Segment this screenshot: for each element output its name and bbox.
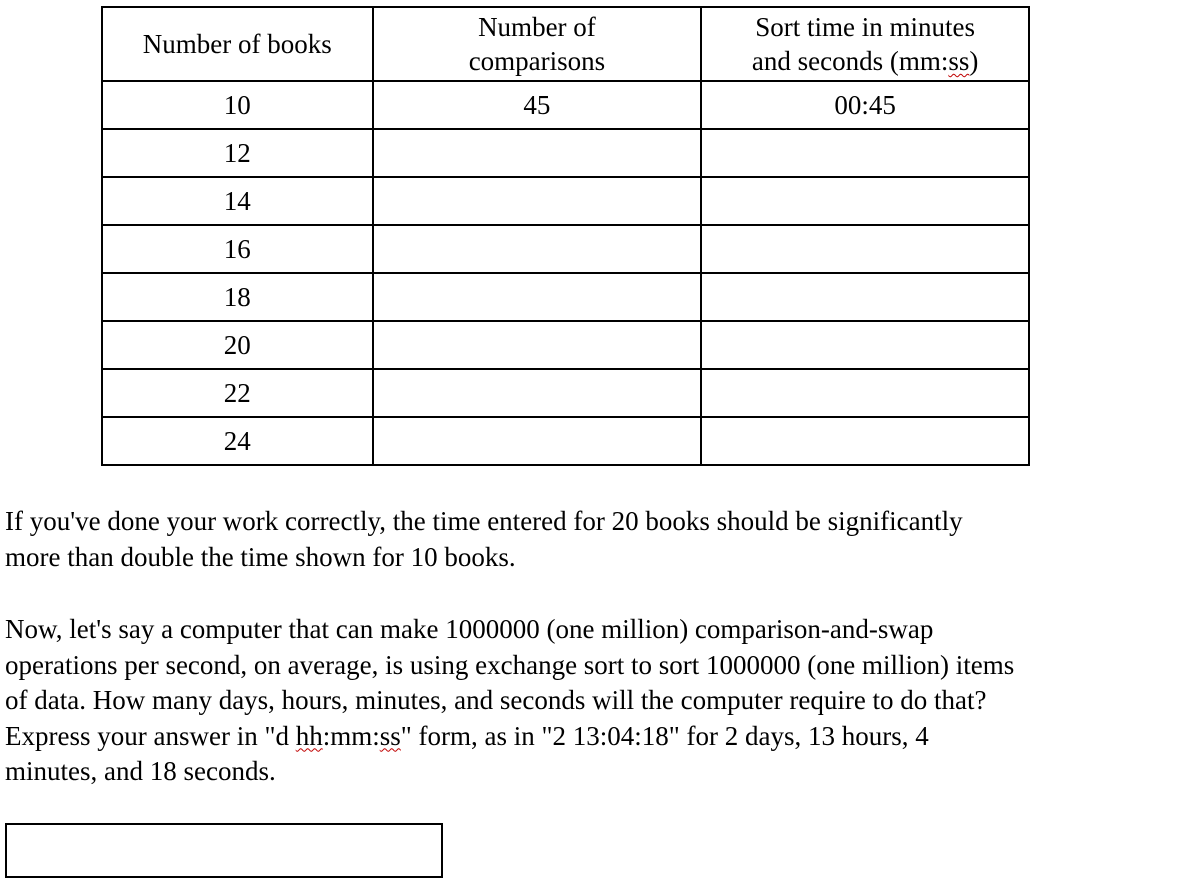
cell-number-of-books: 14	[102, 177, 373, 225]
cell-comparisons-value: 45	[523, 90, 551, 120]
comparisons-input[interactable]	[374, 322, 701, 368]
cell-number-of-books: 12	[102, 129, 373, 177]
table-row	[102, 321, 1029, 369]
cell-number-of-books: 20	[102, 321, 373, 369]
table-row	[102, 129, 1029, 177]
cell-number-of-books: 22	[102, 369, 373, 417]
table-row	[102, 273, 1029, 321]
header-comparisons-line1: Number of	[478, 12, 596, 42]
table-row	[102, 369, 1029, 417]
paragraph1-line1: If you've done your work correctly, the time entered for 20 books should be significantly	[5, 506, 963, 536]
cell-comparisons	[373, 225, 702, 273]
cell-time	[701, 81, 1029, 129]
paragraph2-line4-part-c: " form, as in "2 13:04:18" for 2 days, 13 hours, 4	[400, 720, 929, 751]
cell-time	[701, 225, 1029, 273]
cell-time	[701, 417, 1029, 465]
table-row	[102, 81, 1029, 129]
paragraph2-line4-ss: ss	[379, 720, 401, 751]
answer-input[interactable]	[5, 823, 443, 878]
table-body	[102, 81, 1029, 465]
cell-number-of-books: 16	[102, 225, 373, 273]
cell-number-of-books: 10	[102, 81, 373, 129]
paragraph2-line1: Now, let's say a computer that can make 1000000 (one million) comparison-and-swap	[5, 614, 934, 644]
cell-time	[701, 177, 1029, 225]
comparisons-input[interactable]	[374, 226, 701, 272]
header-number-of-books-label: Number of books	[142, 29, 332, 59]
comparisons-input[interactable]	[374, 178, 701, 224]
comparisons-input[interactable]	[374, 130, 701, 176]
paragraph1-line2: more than double the time shown for 10 books.	[5, 541, 516, 572]
table-row	[102, 177, 1029, 225]
sort-data-table	[101, 6, 1030, 466]
table-row	[102, 417, 1029, 465]
sort-time-input[interactable]	[702, 322, 1028, 368]
header-time-line2-ss: ss	[948, 46, 970, 76]
cell-comparisons	[373, 273, 702, 321]
header-time-line2-prefix: and seconds (mm:	[751, 46, 949, 76]
sort-time-input[interactable]	[702, 274, 1028, 320]
cell-number-of-books: 18	[102, 273, 373, 321]
header-sort-time	[701, 7, 1029, 81]
paragraph2-line3: of data. How many days, hours, minutes, and seconds will the computer require to do that?	[5, 685, 987, 715]
cell-comparisons	[373, 177, 702, 225]
sort-time-input[interactable]	[702, 370, 1028, 416]
paragraph2-line5: minutes, and 18 seconds.	[5, 756, 276, 786]
comparisons-input[interactable]	[374, 370, 701, 416]
cell-comparisons	[373, 369, 702, 417]
paragraph2-line4-hh: hh	[295, 720, 323, 751]
sort-time-input[interactable]	[702, 226, 1028, 272]
cell-comparisons	[373, 81, 702, 129]
cell-time	[701, 129, 1029, 177]
paragraph2-line2: operations per second, on average, is using exchange sort to sort 1000000 (one million) items	[5, 649, 1015, 680]
paragraph2-line4-part-a: Express your answer in "d	[5, 720, 296, 751]
header-number-of-comparisons	[373, 7, 702, 81]
cell-comparisons	[373, 321, 702, 369]
paragraph2-line4-part-b: :mm:	[322, 720, 380, 751]
header-comparisons-line2: comparisons	[468, 46, 606, 76]
header-time-line1: Sort time in minutes	[755, 12, 976, 42]
table-header-row	[102, 7, 1029, 81]
cell-comparisons	[373, 417, 702, 465]
sort-time-input[interactable]	[702, 178, 1028, 224]
cell-number-of-books: 24	[102, 417, 373, 465]
comparisons-input[interactable]	[374, 418, 701, 464]
header-number-of-books	[102, 7, 373, 81]
cell-comparisons	[373, 129, 702, 177]
table-row	[102, 225, 1029, 273]
question-paragraph	[5, 612, 1195, 790]
cell-time	[701, 321, 1029, 369]
cell-time	[701, 273, 1029, 321]
cell-time	[701, 369, 1029, 417]
comparisons-input[interactable]	[374, 274, 701, 320]
instruction-paragraph-1	[5, 504, 1195, 575]
sort-time-input[interactable]	[702, 418, 1028, 464]
cell-time-value: 00:45	[834, 90, 896, 120]
header-time-line2-suffix: )	[969, 46, 979, 76]
sort-time-input[interactable]	[702, 130, 1028, 176]
